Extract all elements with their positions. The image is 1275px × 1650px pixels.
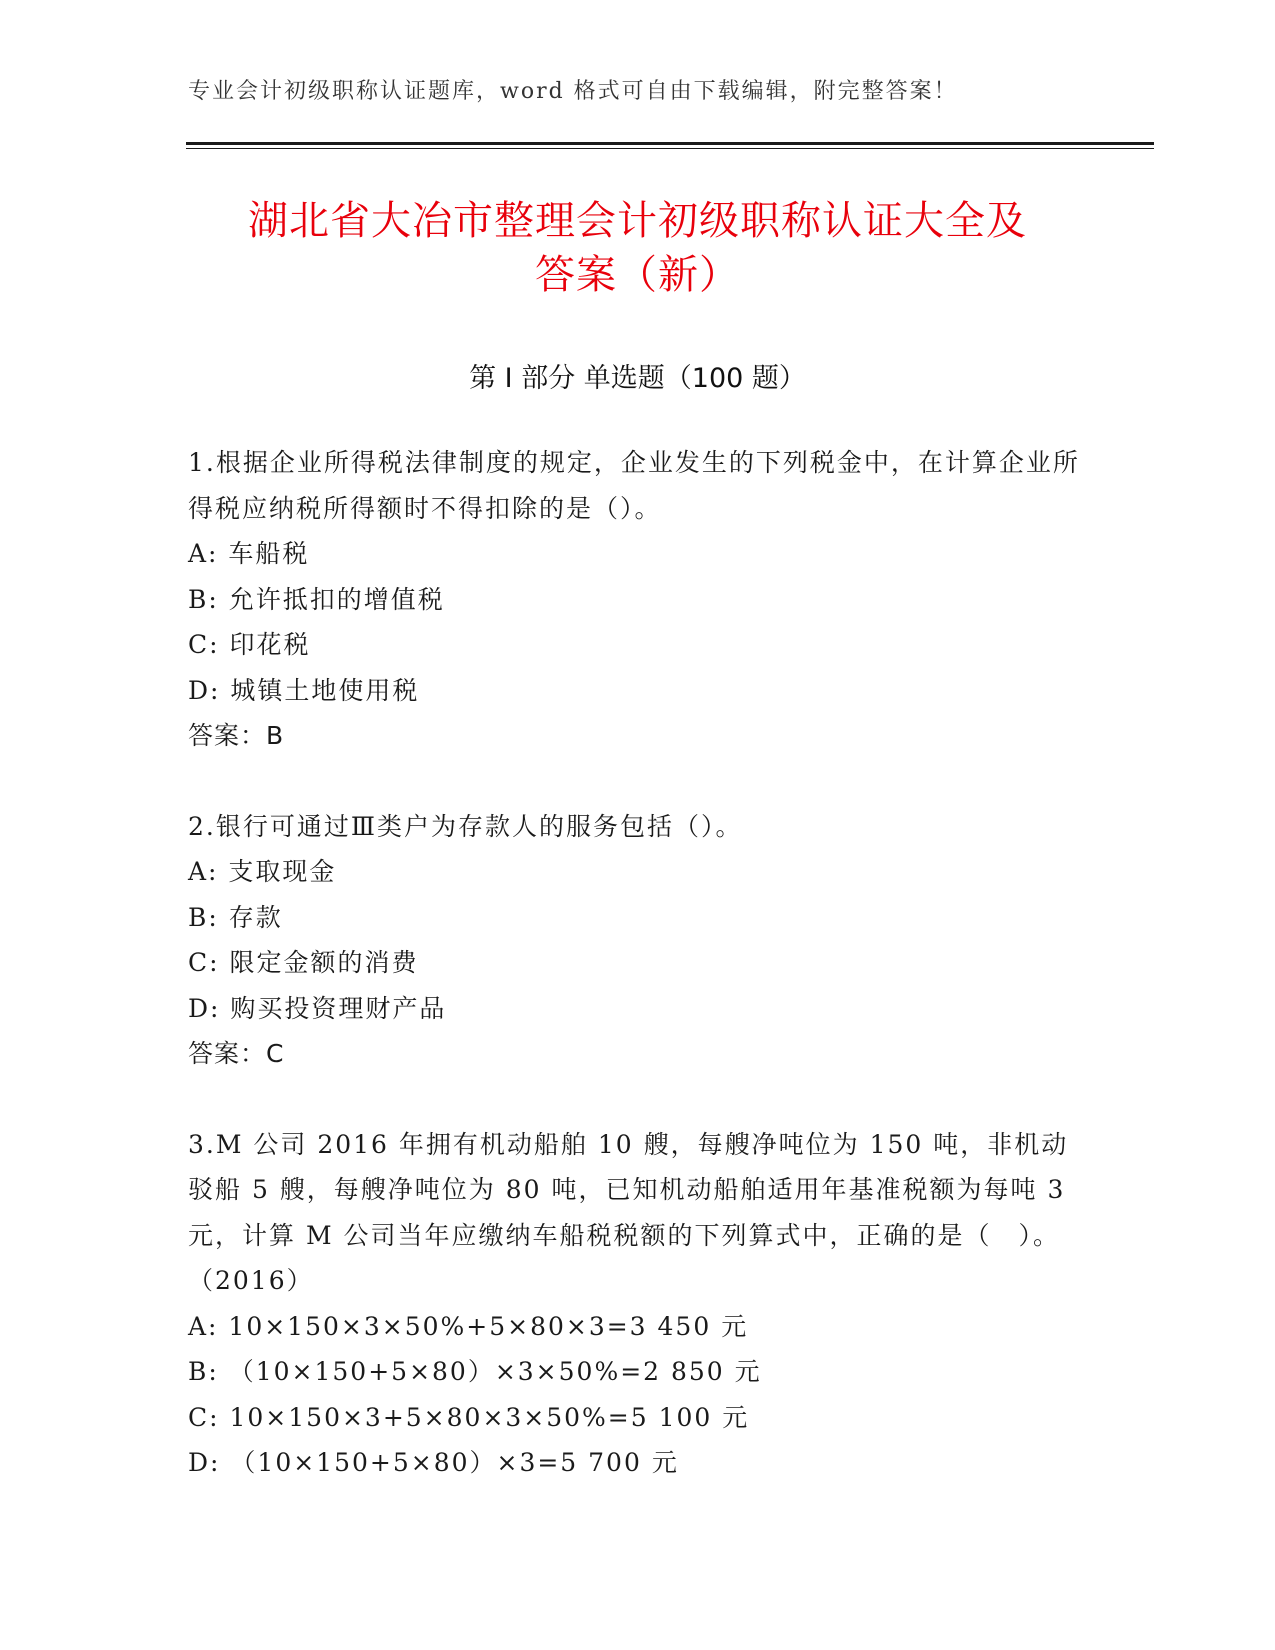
answer-label: 答案：B bbox=[188, 721, 285, 750]
question-1 bbox=[188, 440, 1088, 759]
option-d: D: 购买投资理财产品 bbox=[188, 993, 447, 1023]
question-stem: 3.M 公司 2016 年拥有机动船舶 10 艘，每艘净吨位为 150 吨，非机动驳船 5 艘，每艘净吨位为 80 吨，已知机动船舶适用年基准税额为每吨 3 元，计算 M 公司当年应缴纳车船税税额的下列算式中，正确的是（ ）。（2016） bbox=[188, 1129, 1069, 1295]
header-divider-thick bbox=[186, 142, 1154, 145]
section-title: 第 I 部分 单选题（100 题） bbox=[469, 363, 806, 394]
question-list bbox=[188, 440, 1088, 1531]
option-a: A: 支取现金 bbox=[188, 857, 337, 886]
header-divider-thin bbox=[186, 148, 1154, 149]
option-c: C: 印花税 bbox=[188, 630, 311, 659]
document-title-line-1: 湖北省大冶市整理会计初级职称认证大全及 bbox=[248, 198, 1027, 244]
question-3 bbox=[188, 1122, 1088, 1486]
question-2 bbox=[188, 804, 1088, 1077]
page-header: 专业会计初级职称认证题库，word 格式可自由下载编辑，附完整答案！ bbox=[188, 79, 958, 104]
option-b: B: 存款 bbox=[188, 902, 283, 932]
option-c: C: 10×150×3+5×80×3×50%=5 100 元 bbox=[188, 1402, 750, 1432]
document-title bbox=[150, 194, 1125, 302]
question-stem: 1.根据企业所得税法律制度的规定，企业发生的下列税金中，在计算企业所得税应纳税所得额时不得扣除的是（）。 bbox=[188, 448, 1080, 523]
option-b: B: 允许抵扣的增值税 bbox=[188, 584, 445, 614]
question-stem: 2.银行可通过Ⅲ类户为存款人的服务包括（）。 bbox=[188, 811, 743, 841]
option-d: D: （10×150+5×80）×3=5 700 元 bbox=[188, 1448, 679, 1477]
option-d: D: 城镇土地使用税 bbox=[188, 675, 420, 705]
answer-label: 答案：C bbox=[188, 1039, 285, 1068]
option-a: A: 车船税 bbox=[188, 539, 310, 568]
option-a: A: 10×150×3×50%+5×80×3=3 450 元 bbox=[188, 1311, 749, 1341]
document-title-line-2: 答案（新） bbox=[535, 252, 740, 298]
option-b: B: （10×150+5×80）×3×50%=2 850 元 bbox=[188, 1357, 762, 1386]
option-c: C: 限定金额的消费 bbox=[188, 948, 419, 977]
